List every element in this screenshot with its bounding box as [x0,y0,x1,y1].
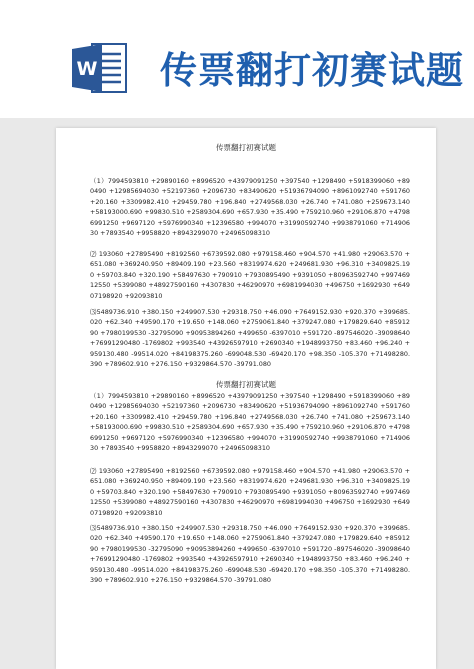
document-page [56,128,436,669]
word-document-icon [70,40,128,96]
paragraph-1-3: ⑶5489736.910 +380.150 +249907.530 +29318.750 +46.090 +7649152.930 +920.370 +399685.020 +62.340 +49590.170 +19.650 +148.060 +2759061.840 +379247.080 +179829.640 +8591290 +7980199530 -32795090 +90953894260 +499650 -6397010 +591720 -897546020 -39098640 +76991290480 -1769802 +993540 +43926597910 +2690340 +1948993750 +83.460 +96.240 +959130.480 -99514.020 +84198375.260 -699048.530 -69420.170 +98.350 -105.370 +71498280.390 +789602.910 +276.150 +9329864.570 -39791.080 [90,308,410,369]
paragraph-1-1: （1）7994593810 +29890160 +8996520 +43979091250 +397540 +1298490 +5918399060 +890490 +12985694030 +52197360 +2096730 +83490620 +51936794090 +8961092740 +591760 +20.160 +3309982.410 +29459.780 +196.840 +2749568.030 +26.740 +741.080 +259673.140 +58193000.690 +99830.510 +2589304.690 +657.930 +35.490 +759210.960 +29106.870 +47986991250 +9697120 +5976990340 +12396580 +994070 +31990592740 +9938791060 +71490630 +7893540 +9958820 +8943299070 +24965098310 [90,177,410,238]
paragraph-2-3: ⑶5489736.910 +380.150 +249907.530 +29318.750 +46.090 +7649152.930 +920.370 +399685.020 +62.340 +49590.170 +19.650 +148.060 +2759061.840 +379247.080 +179829.640 +8591290 +7980199530 -32795090 +90953894260 +499650 -6397010 +591720 -897546020 -39098640 +76991290480 -1769802 +993540 +43926597910 +2690340 +1948993750 +83.460 +96.240 +959130.480 -99514.020 +84198375.260 -699048.530 -69420.170 +98.350 -105.370 +71498280.390 +789602.910 +276.150 +9329864.570 -39791.080 [90,524,410,585]
paragraph-2-1: （1）7994593810 +29890160 +8996520 +43979091250 +397540 +1298490 +5918399060 +890490 +12985694030 +52197360 +2096730 +83490620 +51936794090 +8961092740 +591760 +20.160 +3309982.410 +29459.780 +196.840 +2749568.030 +26.740 +741.080 +259673.140 +58193000.690 +99830.510 +2589304.690 +657.930 +35.490 +759210.960 +29106.870 +47986991250 +9697120 +5976990340 +12396580 +994070 +31990592740 +9938791060 +71490630 +7893540 +9958820 +8943299070 +24965098310 [90,392,410,453]
page-title: 传票翻打初赛试题 [160,48,464,92]
section-title-2: 传票翻打初赛试题 [216,380,276,389]
header-banner [0,0,474,118]
paragraph-1-2: ⑵ 193060 +27895490 +8192560 +6739592.080 +979158.460 +904.570 +41.980 +29063.570 +651.080 +369240.950 +89409.190 +23.560 +8319974.620 +249681.930 +96.310 +3409825.190 +59703.840 +320.190 +58497630 +790910 +7930895490 +9391050 +80963592740 +99746912550 +5399080 +48927590160 +4307830 +46290970 +6981994030 +496750 +1692930 +64907198920 +92093810 [90,250,410,300]
paragraph-2-2: ⑵ 193060 +27895490 +8192560 +6739592.080 +979158.460 +904.570 +41.980 +29063.570 +651.080 +369240.950 +89409.190 +23.560 +8319974.620 +249681.930 +96.310 +3409825.190 +59703.840 +320.190 +58497630 +790910 +7930895490 +9391050 +80963592740 +99746912550 +5399080 +48927590160 +4307830 +46290970 +6981994030 +496750 +1692930 +64907198920 +92093810 [90,467,410,517]
svg-text:W: W [76,58,98,80]
section-title-1: 传票翻打初赛试题 [216,143,276,152]
